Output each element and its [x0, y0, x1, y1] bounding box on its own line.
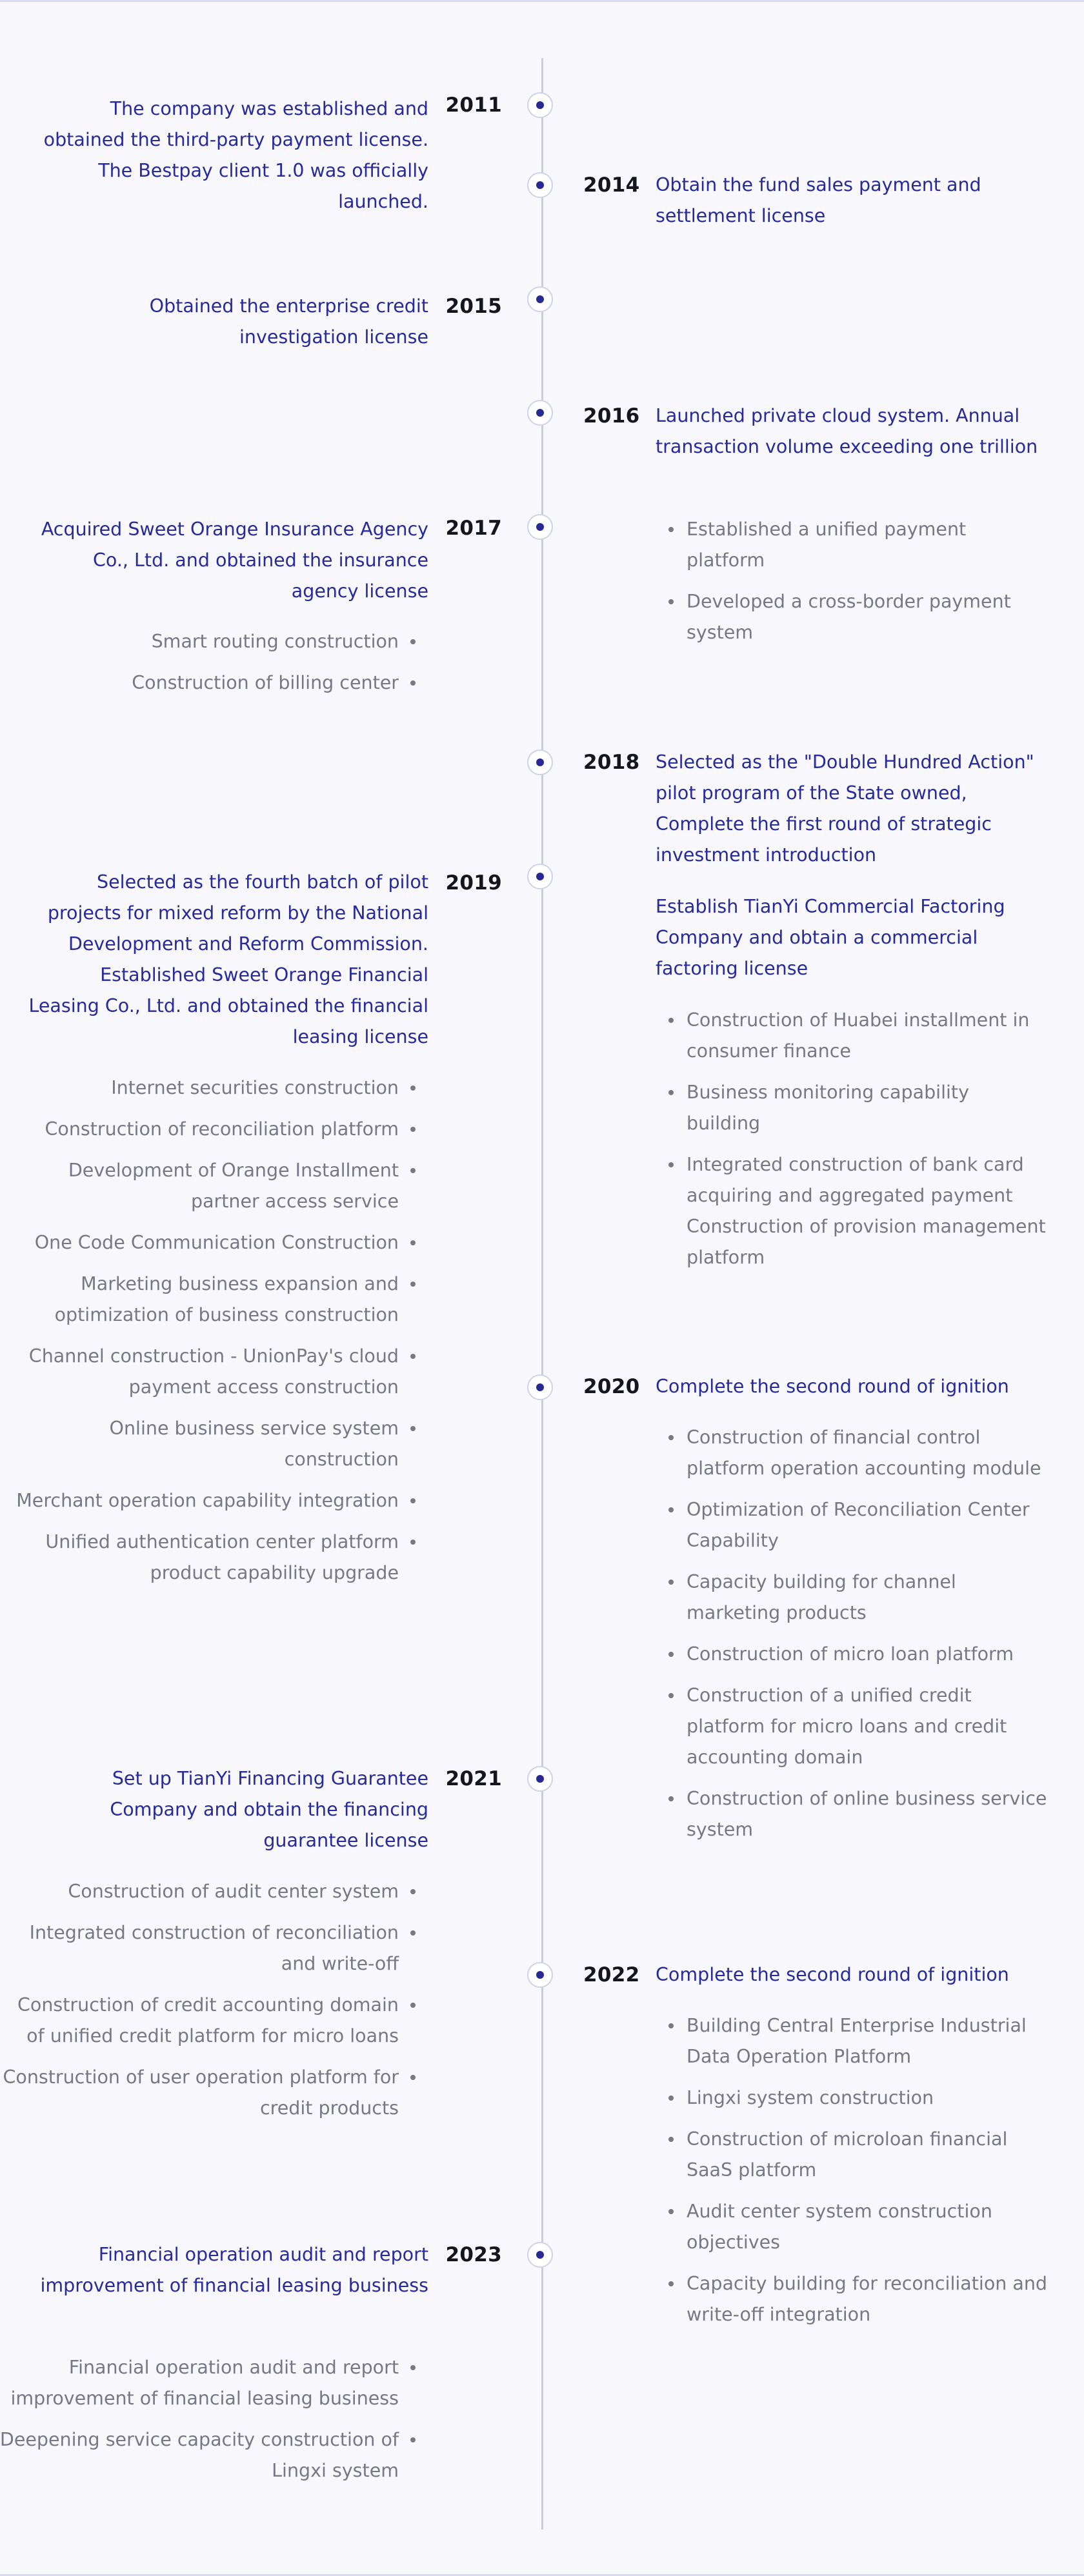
- list-item: Construction of billing center: [0, 668, 399, 698]
- list-item: Capacity building for reconciliation and write-off integration: [687, 2268, 1048, 2330]
- list-item: Developed a cross-border payment system: [687, 586, 1048, 648]
- milestone-list-2018: [687, 1005, 1048, 1283]
- milestone-title-2014: Obtain the fund sales payment and settlement license: [656, 174, 981, 226]
- list-item: Online business service system construction: [0, 1413, 399, 1475]
- year-label-2014: 2014: [583, 173, 640, 197]
- year-label-2017: 2017: [445, 517, 502, 540]
- timeline-node-2018: [527, 749, 553, 775]
- milestone-list-2017: [0, 626, 399, 709]
- list-item: Financial operation audit and report improvement of financial leasing business: [0, 2352, 399, 2414]
- year-label-2023: 2023: [445, 2243, 502, 2266]
- list-item: Smart routing construction: [0, 626, 399, 657]
- list-item: Construction of Huabei installment in consumer finance: [687, 1005, 1048, 1067]
- list-item: Construction of online business service system: [687, 1783, 1048, 1845]
- list-item: Construction of financial control platform operation accounting module: [687, 1422, 1048, 1484]
- list-item: Development of Orange Installment partner access service: [0, 1155, 399, 1217]
- year-label-2018: 2018: [583, 751, 640, 774]
- list-item: Channel construction - UnionPay's cloud payment access construction: [0, 1341, 399, 1403]
- list-item: Integrated construction of bank card acquiring and aggregated payment Construction of provision management platform: [687, 1149, 1048, 1273]
- milestone-title-2023: Financial operation audit and report improvement of financial leasing business: [40, 2244, 428, 2296]
- milestone-title-2020: Complete the second round of ignition: [656, 1376, 1009, 1397]
- year-label-2015: 2015: [445, 295, 502, 318]
- list-item: Business monitoring capability building: [687, 1077, 1048, 1139]
- list-item: Established a unified payment platform: [687, 514, 1048, 576]
- year-label-2019: 2019: [445, 871, 502, 895]
- milestone-title-2015: Obtained the enterprise credit investigation license: [149, 295, 428, 348]
- year-label-2021: 2021: [445, 1767, 502, 1790]
- timeline-node-2022: [527, 1962, 553, 1988]
- year-label-2022: 2022: [583, 1963, 640, 1986]
- milestone-list-2020: [687, 1422, 1048, 1856]
- milestone-title-2018: Selected as the "Double Hundred Action" pilot program of the State owned, Complete the first round of strategic investment introduction: [656, 751, 1034, 866]
- milestone-title-2017: Acquired Sweet Orange Insurance Agency Co., Ltd. and obtained the insurance agency license: [41, 519, 428, 602]
- list-item: Construction of micro loan platform: [687, 1639, 1048, 1670]
- timeline-node-2021: [527, 1766, 553, 1792]
- list-item: Integrated construction of reconciliation and write-off: [0, 1917, 399, 1979]
- timeline-node-2015: [527, 286, 553, 312]
- list-item: One Code Communication Construction: [0, 1227, 399, 1258]
- list-item: Lingxi system construction: [687, 2083, 1048, 2114]
- list-item: Audit center system construction objectives: [687, 2196, 1048, 2258]
- list-item: Construction of user operation platform for credit products: [0, 2062, 399, 2124]
- list-item: Optimization of Reconciliation Center Capability: [687, 1494, 1048, 1556]
- milestone-title-2019: Selected as the fourth batch of pilot projects for mixed reform by the National Development and Reform Commission. Established Sweet Orange Financial Leasing Co., Ltd. and obtained the financial leasing license: [28, 871, 428, 1047]
- list-item: Unified authentication center platform product capability upgrade: [0, 1527, 399, 1589]
- year-label-2011: 2011: [445, 94, 502, 117]
- milestone-title-2022: Complete the second round of ignition: [656, 1964, 1009, 1985]
- timeline-node-2020: [527, 1374, 553, 1400]
- list-item: Merchant operation capability integration: [0, 1485, 399, 1516]
- milestone-list-2022: [687, 2010, 1048, 2341]
- list-item: Construction of credit accounting domain of unified credit platform for micro loans: [0, 1990, 399, 2052]
- milestone-title-2021: Set up TianYi Financing Guarantee Company and obtain the financing guarantee license: [110, 1768, 428, 1851]
- timeline-node-2011: [527, 92, 553, 118]
- list-item: Construction of audit center system: [0, 1876, 399, 1907]
- milestone-list-2019: [0, 1073, 399, 1599]
- timeline-axis: [541, 58, 543, 2530]
- list-item: Construction of a unified credit platform for micro loans and credit accounting domain: [687, 1680, 1048, 1773]
- timeline-node-2019: [527, 864, 553, 889]
- list-item: Deepening service capacity construction of Lingxi system: [0, 2424, 399, 2486]
- list-item: Capacity building for channel marketing products: [687, 1567, 1048, 1629]
- timeline-node-2023: [527, 2242, 553, 2268]
- list-item: Construction of microloan financial SaaS platform: [687, 2124, 1048, 2186]
- year-label-2020: 2020: [583, 1375, 640, 1398]
- milestone-list-2016: [687, 514, 1048, 659]
- milestone-list-2023: [0, 2352, 399, 2497]
- list-item: Marketing business expansion and optimization of business construction: [0, 1269, 399, 1331]
- list-item: Internet securities construction: [0, 1073, 399, 1104]
- milestone-title-2011: The company was established and obtained the third-party payment license. The Bestpay client 1.0 was officially launched.: [43, 98, 428, 212]
- year-label-2016: 2016: [583, 404, 640, 428]
- list-item: Building Central Enterprise Industrial Data Operation Platform: [687, 2010, 1048, 2072]
- timeline-node-2014: [527, 172, 553, 198]
- milestone-subtitle-2018: Establish TianYi Commercial Factoring Company and obtain a commercial factoring license: [656, 896, 1005, 979]
- list-item: Construction of reconciliation platform: [0, 1114, 399, 1145]
- timeline-node-2017: [527, 514, 553, 540]
- milestone-list-2021: [0, 1876, 399, 2134]
- milestone-title-2016: Launched private cloud system. Annual transaction volume exceeding one trillion: [656, 405, 1038, 457]
- timeline-node-2016: [527, 400, 553, 426]
